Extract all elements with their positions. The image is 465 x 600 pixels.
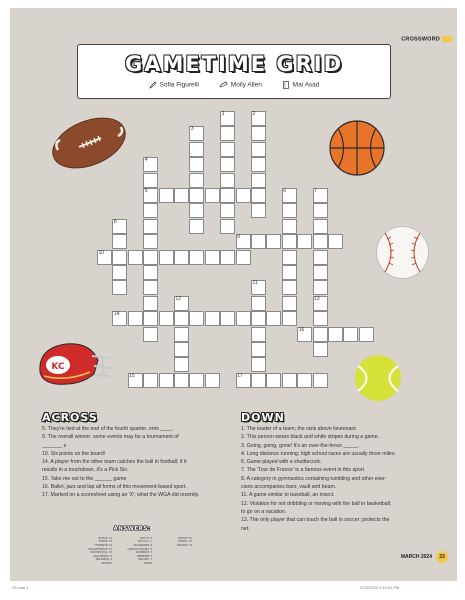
clue-number: 1: [221, 111, 225, 117]
clue-line: 3. Going, going, gone! It's an over-the-fence _____.: [241, 442, 360, 449]
answer-line: 8. FLOOR: [140, 535, 152, 539]
grid-cell[interactable]: [174, 357, 189, 372]
grid-cell[interactable]: [143, 203, 158, 218]
football-helmet-icon: [32, 338, 114, 393]
clue-number: 11: [252, 280, 258, 287]
clue-line: net.: [241, 525, 250, 532]
answer-line: 9. CHAMPIONS: [93, 553, 112, 557]
grid-cell[interactable]: [251, 357, 266, 372]
answer-line: 4. CROSSCOUNTRY: [127, 546, 152, 550]
grid-cell[interactable]: [174, 311, 189, 326]
answer-line: DOWN: [143, 560, 152, 564]
author-name: Mai Asad: [292, 81, 320, 89]
clue-number: 2: [252, 111, 256, 117]
grid-cell[interactable]: [189, 173, 204, 188]
page-title: GAMETIME GRID: [124, 52, 344, 76]
answer-key: [72, 526, 192, 566]
svg-text:KC: KC: [51, 362, 65, 372]
grid-cell[interactable]: [220, 250, 235, 265]
grid-cell[interactable]: [251, 296, 266, 311]
grid-cell[interactable]: [251, 142, 266, 157]
clue-line: 12. Violation for not dribbling or moving with the ball in basketball;: [241, 500, 392, 507]
print-slug-left: 23.indd 1: [12, 585, 29, 590]
grid-cell[interactable]: [328, 234, 343, 249]
grid-cell[interactable]: [313, 280, 328, 295]
answer-line: 1. CAPTAIN: [138, 557, 152, 561]
grid-cell[interactable]: [282, 280, 297, 295]
down-heading: DOWN: [241, 411, 285, 424]
grid-cell[interactable]: [159, 188, 174, 203]
author-name: Molly Allen: [230, 81, 262, 89]
answer-column: [154, 535, 192, 546]
grid-cell[interactable]: [313, 327, 328, 342]
grid-cell[interactable]: [174, 250, 189, 265]
answer-line: 10. TOUCHDOWN: [90, 549, 112, 553]
clue-line: 1. The leader of a team; the rank above lieutenant.: [241, 426, 358, 432]
grid-cell[interactable]: [251, 342, 266, 357]
grid-cell[interactable]: [143, 311, 158, 326]
clue-line: 15. Take me out to the ______ game: [42, 475, 127, 482]
grid-cell[interactable]: [189, 188, 204, 203]
grid-cell[interactable]: [143, 280, 158, 295]
grid-cell[interactable]: [251, 234, 266, 249]
grid-cell[interactable]: [143, 219, 158, 234]
answer-line: 13. GOALIE: [178, 535, 192, 539]
clue-number: 7: [314, 188, 317, 194]
grid-cell[interactable]: [266, 311, 281, 326]
basketball-icon: [329, 120, 385, 176]
grid-cell[interactable]: [128, 311, 143, 326]
answer-line: 7. CYCLING: [137, 539, 152, 543]
clue-line: 9. The overall winner: some events may be a tournament of: [42, 434, 179, 441]
grid-cell[interactable]: [143, 373, 158, 388]
grid-cell[interactable]: [143, 234, 158, 249]
across-clue-list: [42, 425, 238, 500]
clue-line: 13. The only player that can touch the ball in soccer; protects the: [241, 517, 390, 524]
grid-cell[interactable]: [251, 173, 266, 188]
across-heading: ACROSS: [42, 411, 98, 424]
grid-cell[interactable]: [159, 373, 174, 388]
grid-cell[interactable]: [174, 188, 189, 203]
author-name: Sofia Figurelli: [159, 81, 199, 89]
clue-line: 7. The 'Tour de France' is a famous event in this sport.: [241, 467, 366, 474]
answer-line: 14. INTERCEPTION: [88, 546, 112, 550]
answer-line: 16. DANCE: [98, 539, 112, 543]
page-number: 23: [436, 551, 448, 563]
answer-line: ACROSS: [101, 560, 112, 564]
answer-line: 17. STRIKE: [98, 535, 112, 539]
clue-line: 5. They're tied at the end of the fourth quarter, onto ____.: [42, 426, 174, 432]
grid-cell[interactable]: [236, 188, 251, 203]
clue-line: 8. A category in gymnastics containing tumbling and other exer-: [241, 475, 387, 482]
section-tag-label: CROSSWORD: [401, 36, 440, 43]
grid-cell[interactable]: [282, 311, 297, 326]
grid-cell[interactable]: [313, 203, 328, 218]
clue-number: 6: [283, 188, 287, 194]
issue-date: MARCH 2024: [400, 554, 432, 560]
grid-cell[interactable]: [189, 203, 204, 218]
grid-cell[interactable]: [282, 250, 297, 265]
grid-cell[interactable]: [189, 142, 204, 157]
down-clue-list: [241, 425, 441, 533]
grid-cell[interactable]: [236, 311, 251, 326]
grid-cell[interactable]: [251, 203, 266, 218]
answer-line: 2. REFEREE: [136, 553, 152, 557]
grid-cell[interactable]: [282, 265, 297, 280]
grid-cell[interactable]: [205, 188, 220, 203]
grid-cell[interactable]: [313, 250, 328, 265]
grid-cell[interactable]: [189, 219, 204, 234]
clue-line: 16. Ballet, jazz and tap all forms of this movement-based sport.: [42, 484, 187, 491]
grid-cell[interactable]: [251, 327, 266, 342]
grid-cell[interactable]: [282, 234, 297, 249]
clue-number: 4: [144, 157, 148, 164]
grid-cell[interactable]: [220, 142, 235, 157]
grid-cell[interactable]: [313, 373, 328, 388]
answer-line: 6. BADMINTON: [133, 542, 152, 546]
grid-cell[interactable]: [220, 126, 235, 141]
clue-line: to go on a vacation.: [241, 508, 287, 515]
grid-cell[interactable]: [251, 157, 266, 172]
answer-line: 11. CRICKET: [176, 542, 192, 546]
grid-cell[interactable]: [112, 234, 127, 249]
grid-cell[interactable]: [159, 250, 174, 265]
answer-key-title: ANSWERS:: [113, 526, 151, 532]
grid-cell[interactable]: [205, 250, 220, 265]
grid-cell[interactable]: [143, 250, 158, 265]
clue-line: 11. A game similar to baseball, an insect.: [241, 492, 335, 499]
grid-cell[interactable]: [143, 327, 158, 342]
grid-cell[interactable]: [143, 296, 158, 311]
grid-cell[interactable]: [174, 373, 189, 388]
clue-number: 15: [129, 372, 135, 379]
grid-cell[interactable]: [313, 342, 328, 357]
grid-cell[interactable]: [143, 173, 158, 188]
grid-cell[interactable]: [174, 342, 189, 357]
grid-cell[interactable]: [313, 234, 328, 249]
clue-number: 9: [237, 234, 240, 241]
grid-cell[interactable]: [112, 265, 127, 280]
grid-cell[interactable]: [297, 373, 312, 388]
grid-cell[interactable]: [251, 188, 266, 203]
clue-number: 16: [298, 326, 305, 333]
grid-cell[interactable]: [159, 311, 174, 326]
grid-cell[interactable]: [359, 327, 374, 342]
grid-cell[interactable]: [143, 265, 158, 280]
clue-number: 17: [237, 372, 243, 379]
clue-number: 8: [113, 218, 117, 225]
grid-cell[interactable]: [189, 311, 204, 326]
grid-cell[interactable]: [251, 373, 266, 388]
clue-line: cises accompanies bars, vault and beam.: [241, 484, 337, 491]
clue-line: results in a touchdown, it's a Pick Six.: [42, 467, 129, 474]
clue-number: 10: [98, 249, 105, 256]
grid-cell[interactable]: [220, 311, 235, 326]
grid-cell[interactable]: [189, 373, 204, 388]
grid-cell[interactable]: [251, 126, 266, 141]
grid-cell[interactable]: [236, 250, 251, 265]
answer-line: 15. BASEBALL: [94, 542, 112, 546]
grid-cell[interactable]: [220, 157, 235, 172]
clue-number: 3: [190, 126, 194, 133]
grid-cell[interactable]: [282, 203, 297, 218]
grid-cell[interactable]: [112, 280, 127, 295]
clue-number: 14: [113, 311, 120, 318]
answer-column: [74, 535, 112, 564]
grid-cell[interactable]: [282, 373, 297, 388]
grid-cell[interactable]: [328, 327, 343, 342]
clue-line: _______ s: [42, 442, 67, 449]
football-icon: [48, 116, 130, 171]
clue-number: 13: [314, 295, 320, 302]
clue-line: 2. This person wears black and white stripes during a game.: [241, 434, 380, 441]
grid-cell[interactable]: [205, 311, 220, 326]
tennis-ball-icon: [353, 353, 403, 403]
print-slug-right: 2/29/2024 1:19:41 PM: [360, 585, 400, 590]
baseball-icon: [375, 225, 430, 280]
grid-cell[interactable]: [313, 265, 328, 280]
grid-cell[interactable]: [220, 219, 235, 234]
grid-cell[interactable]: [220, 188, 235, 203]
grid-cell[interactable]: [297, 234, 312, 249]
grid-cell[interactable]: [128, 250, 143, 265]
grid-cell[interactable]: [205, 373, 220, 388]
clue-line: 10. Six points on the board!: [42, 450, 106, 457]
clue-line: 17. Marked on a scoresheet using an 'X'; what the WGA did recently.: [42, 492, 200, 499]
grid-cell[interactable]: [189, 250, 204, 265]
clue-number: 5: [144, 188, 148, 194]
grid-cell[interactable]: [220, 203, 235, 218]
grid-cell[interactable]: [313, 219, 328, 234]
grid-cell[interactable]: [266, 234, 281, 249]
answer-line: 5. OVERTIME: [95, 557, 112, 561]
clue-line: 14. A player from the other team catches the ball in football; if it: [42, 459, 187, 466]
answer-column: [114, 535, 152, 564]
grid-cell[interactable]: [313, 311, 328, 326]
grid-cell[interactable]: [174, 327, 189, 342]
grid-cell[interactable]: [266, 373, 281, 388]
grid-cell[interactable]: [343, 327, 358, 342]
answer-line: 3. HOMERUN: [135, 549, 152, 553]
clue-line: 4. Long distance running; high school races are usually three miles.: [241, 450, 396, 457]
grid-cell[interactable]: [220, 173, 235, 188]
grid-cell[interactable]: [282, 219, 297, 234]
answer-line: 12. TRAVEL: [177, 539, 192, 543]
grid-cell[interactable]: [251, 311, 266, 326]
grid-cell[interactable]: [189, 157, 204, 172]
clue-number: 12: [175, 295, 182, 302]
grid-cell[interactable]: [282, 296, 297, 311]
grid-cell[interactable]: [112, 250, 127, 265]
magazine-page: [10, 8, 457, 581]
clue-line: 6. Game played with a shuttlecock.: [241, 459, 322, 466]
